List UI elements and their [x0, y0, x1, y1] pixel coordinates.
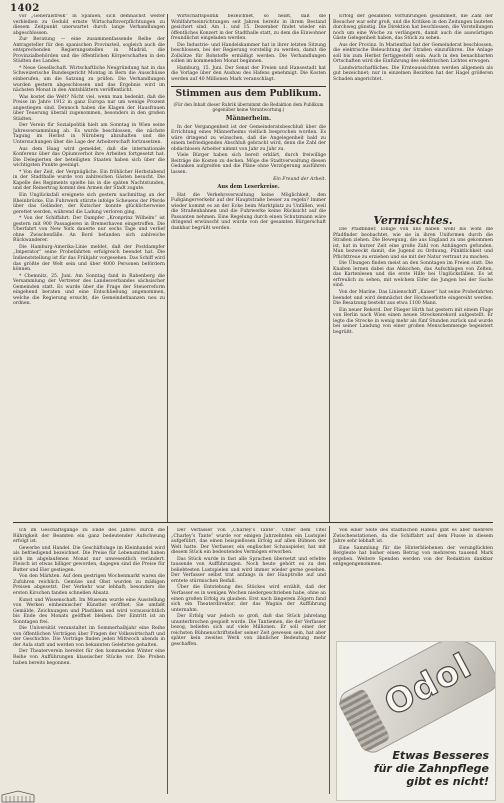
article-paragraph: Ich im Geschäftsgange zu Ende des Jahres durch die Rührigkeit der Beamten ein ganz bedeutender Aufschwung erfolgt ist.	[13, 528, 165, 545]
odol-advertisement	[336, 641, 496, 801]
article-paragraph: Zur Beratung — eine zusammenfassende Reihe der Antragsteller für den spanischen Provinzteil, sogleich auch die entsprechenden Regierungsstellen in Madrid, die Provinzialbehörden und die öffentlichen Körperschaften in den Städten des Landes.	[13, 37, 165, 65]
ad-slogan	[337, 749, 489, 788]
vermischtes-heading-wrap	[333, 214, 493, 228]
article-signature: Ein Freund der Arbeit.	[273, 176, 326, 182]
article-paragraph: Gewerbe und Handel. Die Geschäftslage im Kleinhandel wird als befriedigend bezeichnet. Die Preise für Lebensmittel haben sich im abgelaufenen Monat nur unwesentlich verändert. Fleisch ist etwas billiger geworden, dagegen sind die Preise für Butter und Eier gestiegen.	[13, 545, 165, 573]
article-paragraph: Die Universität veranstaltet im Sommerhalbjahr eine Reihe von öffentlichen Vorträgen über Fragen der Volkswirtschaft und der Geschichte. Die Vorträge finden jeden Mittwoch abends in der Aula statt und werden von bekannten Gelehrten gehalten.	[13, 626, 165, 648]
section-heading: Stimmen aus dem Publikum.	[175, 88, 322, 99]
article-paragraph: Von der Marine. Das Linienschiff „Kaiser“ hat seine Probefahrten beendet und wird demnächst der Hochseeflotte eingereiht werden. Die Besatzung besteht aus etwa 1100 Mann.	[333, 290, 493, 307]
section-subheading: (Für den Inhalt dieser Rubrik übernimmt die Redaktion dem Publikum gegenüber keine Verantwortung.)	[173, 101, 324, 113]
section-heading: Vermischtes.	[373, 214, 453, 227]
ad-brand-name: Odol	[378, 645, 479, 725]
article-paragraph: Landwirtschaftliches. Die Ernteaussichten werden allgemein als gut bezeichnet; nur in einzelnen Bezirken hat der Hagel größeren Schaden angerichtet.	[333, 65, 493, 83]
article-paragraph: Aus der Provinz. In Marienthal hat der Gemeinderat beschlossen, die elektrische Beleuchtung der Straßen einzuführen. Die Anlage soll bis zum Herbst fertiggestellt sein. Auch in den benachbarten Ortschaften wird die Einführung des elektrischen Lichtes erwogen.	[333, 42, 493, 65]
library-building-icon	[0, 790, 36, 803]
article-paragraph: * Neue Gesellschaft. Wirtschaftliche Neugründung hat in das Schweizerische Bundesgericht Montag in Bern die Ausschüsse einberufen, um die Satzung zu prüfen. Die Verhandlungen wurden gestern abgeschlossen und das Ergebnis wird im nächsten Monat in den Amtsblättern veröffentlicht.	[13, 65, 165, 94]
article-paragraph: Der Erfolg war jedoch so groß, daß das Stück jahrelang ununterbrochen gespielt wurde. Die Tantiemen, die der Verfasser bezog, beliefen sich auf viele Millionen. Er soll einer der reichsten Bühnenschriftsteller seiner Zeit gewesen sein, hat aber später kein zweites Werk von ähnlicher Bedeutung mehr geschaffen.	[171, 614, 326, 647]
article-paragraph: Der Verein für Sozialpolitik hielt am Sonntag in Wien seine Jahresversammlung ab. Es wurde beschlossen, die nächste Tagung im Herbst in Nürnberg abzuhalten und die Untersuchungen über die Lage der Arbeiterschaft fortzusetzen.	[13, 123, 165, 146]
article-paragraph: Der Theaterverein bereitet für den kommenden Winter eine Reihe von Aufführungen klassischer Stücke vor. Die Proben haben bereits begonnen.	[13, 649, 165, 666]
article-paragraph: Viele Bürger haben sich bereit erklärt, durch freiwillige Beiträge die Kosten zu decken. Möge die Stadtverwaltung diesen Gedanken aufgreifen und die Pläne ohne Verzögerung ausführen lassen.	[171, 153, 326, 176]
article-paragraph: Eine Sammlung für die Hinterbliebenen der verunglückten Bergleute hat bisher einen Betrag von mehreren tausend Mark ergeben. Weitere Spenden werden von der Redaktion dankbar entgegengenommen.	[333, 545, 493, 568]
article-paragraph: Ein Unglücksfall ereignete sich gestern nachmittag an der Rheinbrücke. Ein Fuhrwerk stürzte infolge Scheuens der Pferde über das Geländer; der Kutscher konnte glücklicherweise gerettet werden, während die Ladung verloren ging.	[13, 192, 165, 215]
article-paragraph: * Von der Zeit, der Vergnügliche. Ein fröhlicher Herbstabend in der Stadthalle wurde von zahlreichen Gästen besucht. Die Kapelle des Regiments spielte bis in die späten Nachtstunden, und der Reinertrag kommt den Armen der Stadt zugute.	[13, 169, 165, 192]
column-5	[171, 528, 326, 794]
article-paragraph: Wirtschaftspolitik bezeichnet, so heißt, daß die Wohlfahrtseinrichtungen seit Jahren bereits in ihrem Bestand gesichert sind. Am 1. und 15. Dezember findet wieder ein öffentliches Konzert in der Stadthalle statt, zu dem die Einwohner freundlichst eingeladen werden.	[171, 14, 326, 42]
column-2	[171, 14, 326, 522]
toothpaste-bottle-illustration	[336, 641, 496, 757]
article-paragraph: Kunst und Wissenschaft. Im Museum wurde eine Ausstellung von Werken einheimischer Künstler eröffnet. Sie umfaßt Gemälde, Zeichnungen und Plastiken und wird voraussichtlich bis Ende des Monats geöffnet bleiben. Der Eintritt ist an Sonntagen frei.	[13, 597, 165, 625]
article-paragraph: Die Übungen finden meist an den Sonntagen im Freien statt. Die Knaben lernen dabei das Abkochen, das Aufschlagen von Zelten, das Kartenlesen und die erste Hilfe bei Unglücksfällen. Es ist erfreulich zu sehen, mit welchem Eifer die Jungen bei der Sache sind.	[333, 261, 493, 289]
article-paragraph: Die Hamburg-Amerika-Linie meldet, daß der Postdampfer „Imperator“ seine Probefahrten erfolgreich beendet hat. Die Indienststellung ist für das Frühjahr vorgesehen. Das Schiff wird das größte der Welt sein und über 4000 Personen befördern können.	[13, 244, 165, 273]
column-6	[333, 528, 493, 636]
article-paragraph: Hamburg, 15. Juni. Der Senat der Freien und Hansestadt hat die Vorlage über den Ausbau des Hafens genehmigt. Die Kosten werden auf 40 Millionen Mark veranschlagt.	[171, 65, 326, 83]
ad-slogan-line: für die Zahnpflege	[373, 762, 489, 775]
article-paragraph: Ein neuer Rekord. Der Flieger Hirth hat gestern mit einem Fluge von Berlin nach Wien einen neuen Streckenrekord aufgestellt. Er legte die Strecke in wenig mehr als fünf Stunden zurück und wurde bei seiner Landung von einer großen Menschenmenge begeistert begrüßt.	[333, 307, 493, 335]
column-1	[13, 14, 165, 522]
article-paragraph: Aus dem Haag wird gemeldet, daß die internationale Konferenz über das Opiumverbot ihre Arbeiten fortgesetzt hat. Die Delegierten der beteiligten Staaten haben sich über die wichtigsten Punkte geeinigt.	[13, 146, 165, 169]
article-paragraph: Von einer Seite des städtischen Hafens gibt es aber mehrere Zwischenstationen, da die Schiffahrt auf dem Flusse in diesem Jahre sehr lebhaft ist.	[333, 528, 493, 545]
article-paragraph: vor „Generalstreik“ in Spanien, sich demnächst weiter verbleiben zu Geduld ernste Wirtschaftsverpflichtungen zu diesem Zeitpunkt unerwartet durch lange Verhandlungen abgeschlossen.	[13, 14, 165, 36]
article-paragraph: Erfolg der gesamten Vorführungen gesammelt, die Zahl der Besucher war sehr groß, und die Kritiken in den Zeitungen lauteten durchweg günstig. Die Direktion hat beschlossen, die Vorstellungen noch um eine Woche zu verlängern, damit auch die auswärtigen Gäste Gelegenheit haben, das Stück zu sehen.	[333, 14, 493, 42]
article-paragraph: Hat die Verkehrsverwaltung keine Möglichkeit, den Fußgängerverkehr auf der Hauptstraße besser zu regeln? Immer wieder kommt es an der Ecke beim Marktplatz zu Unfällen, weil die Straßenbahnen und die Fuhrwerke keine Rücksicht auf die Passanten nehmen. Eine Regelung durch einen Schutzmann wäre dringend erwünscht und würde von der gesamten Bürgerschaft dankbar begrüßt werden.	[171, 192, 326, 231]
column-4	[13, 528, 165, 794]
ad-slogan-line: Etwas Besseres	[392, 749, 489, 762]
horizontal-divider	[13, 522, 493, 523]
page-number: 1402	[10, 3, 40, 14]
article-heading: Männerheim.	[225, 114, 272, 122]
article-paragraph: In der Vergangenheit ist der Gemeinderatsbeschluß über die Errichtung eines Männerheims vielfach besprochen worden. Es wäre dringend zu wünschen, daß die Angelegenheit bald zu einem befriedigenden Abschluß gebracht wird, denn die Zahl der obdachlosen Arbeiter nimmt von Jahr zu Jahr zu.	[171, 124, 326, 152]
section-rule	[171, 86, 326, 87]
article-paragraph: Die Industrie- und Handelskammer hat in ihrer letzten Sitzung beschlossen, bei der Regierung vorstellig zu werden, damit die Zollsätze für Rohstoffe ermäßigt werden. Die Verhandlungen sollen im kommenden Monat beginnen.	[171, 42, 326, 65]
column-divider	[329, 526, 330, 794]
article-paragraph: Was kostet die Welt? Nicht viel, wenn man bedenkt, daß die Preise im Jahre 1912 in ganz Europa nur um wenige Prozent angestiegen sind. Dennoch haben die Klagen der Hausfrauen über Teuerung überall zugenommen, besonders in den großen Städten.	[13, 94, 165, 122]
article-paragraph: Der Verfasser von „Charley’s Tante“. Unter dem Titel „Charley’s Tante“ wurde vor einigen Jahrzehnten ein Lustspiel aufgeführt, das einen beispiellosen Erfolg auf allen Bühnen der Welt hatte. Der Verfasser, ein englischer Schauspieler, hat mit diesem Stück ein bedeutendes Vermögen erworben.	[171, 528, 326, 556]
article-paragraph: Von den Märkten. Auf dem gestrigen Wochenmarkt waren die Zufuhren reichlich. Gemüse und Obst wurden zu mäßigen Preisen abgesetzt. Der Verkehr war lebhaft; besonders die ersten Kirschen fanden schnellen Absatz.	[13, 574, 165, 597]
article-paragraph: * Chemnitz, 25. Juni. Am Sonntag fand in Rabenberg die Versammlung der Vertreter des Landesverbandes sächsischer Gemeinden statt. Es wurde über die Frage der Steuerreform eingehend beraten und eine Entschließung angenommen, welche die Regierung ersucht, die Gemeindefinanzen neu zu ordnen.	[13, 273, 165, 307]
article-paragraph: * Von der Schiffahrt. Der Dampfer „Kronprinz Wilhelm“ ist gestern mit 900 Passagieren in Bremerhaven eingetroffen. Die Überfahrt von New York dauerte nur sechs Tage und verlief ohne Zwischenfälle. An Bord befanden sich zahlreiche Rückwanderer.	[13, 216, 165, 244]
column-3-continued	[333, 227, 493, 515]
column-divider	[167, 526, 168, 794]
article-paragraph: Das Stück wurde in fast alle Sprachen übersetzt und erlebte tausende von Aufführungen. Noch heute gehört es zu den beliebtesten Lustspielen und wird immer wieder gerne gesehen. Der Verfasser selbst trat anfangs in der Hauptrolle auf und erntete stürmischen Beifall.	[171, 556, 326, 584]
article-paragraph: Die Pfadfinder. Einige von uns haben wohl bis wohl die Pfadfinder beobachtet, wie sie in ihren Uniformen durch die Straßen ziehen. Die Bewegung, die aus England zu uns gekommen ist, hat in kurzer Zeit eine große Zahl von Anhängern gefunden. Man bezweckt damit, die Jugend zu Ordnung, Pünktlichkeit und Pflichttreue zu erziehen und sie mit der Natur vertraut zu machen.	[333, 227, 493, 260]
column-3	[333, 14, 493, 214]
column-divider	[329, 14, 330, 522]
ad-slogan-line: gibt es nicht!	[406, 775, 489, 788]
article-paragraph: Über die Entstehung des Stückes wird erzählt, daß der Verfasser es in wenigen Wochen niedergeschrieben habe, ohne an einen großen Erfolg zu glauben. Erst nach längerem Zögern fand sich ein Theaterdirektor, der das Wagnis der Aufführung unternahm.	[171, 585, 326, 613]
article-heading: Aus dem Leserkreise.	[217, 184, 280, 191]
column-divider	[167, 14, 168, 522]
